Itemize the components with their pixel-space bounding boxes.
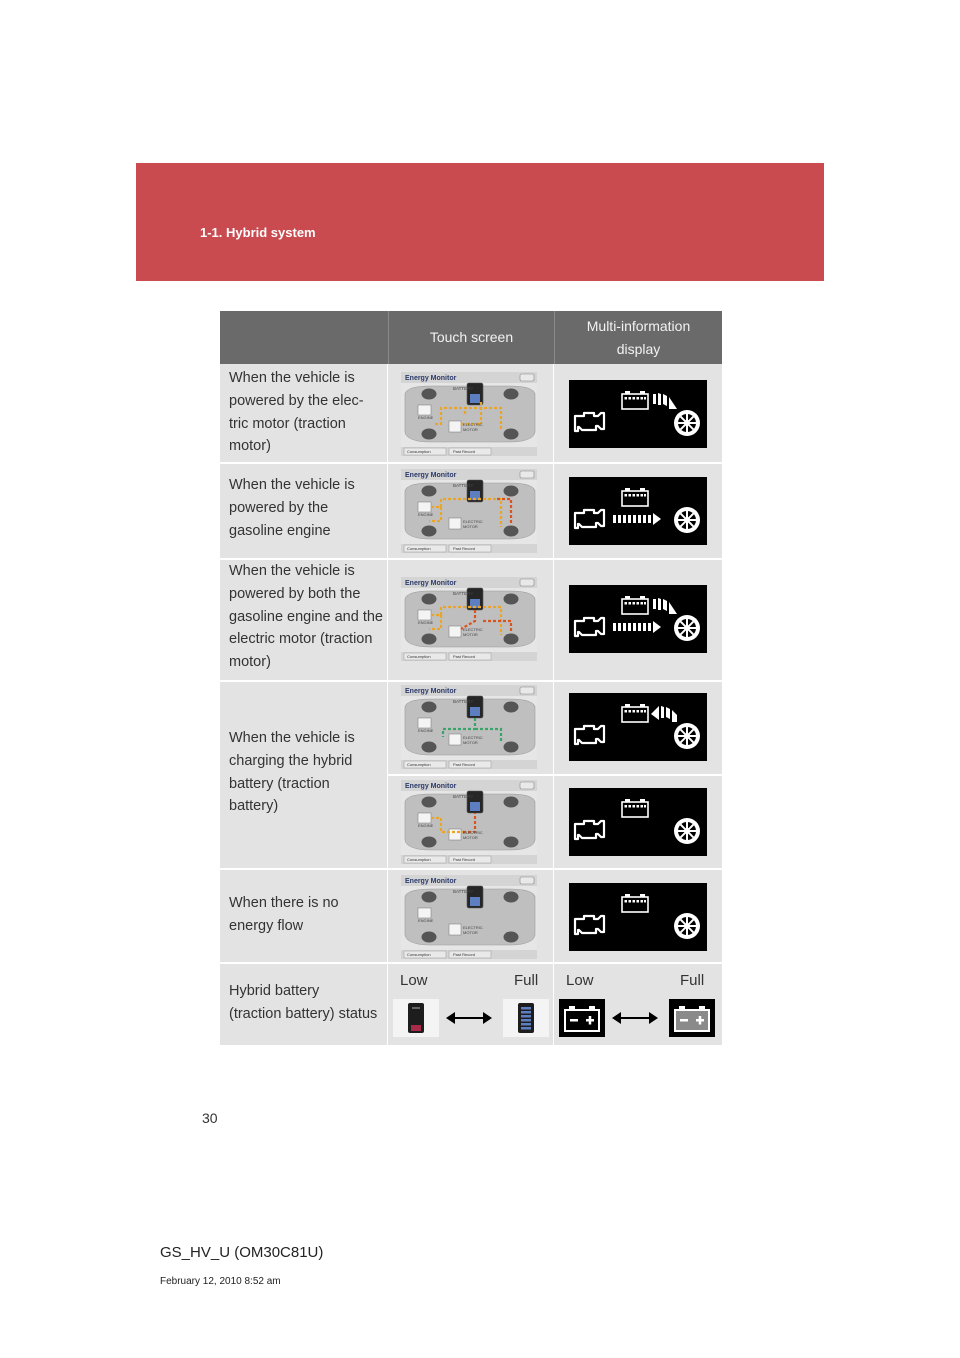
consumption-tab: Consumption — [407, 952, 431, 957]
row-divider — [220, 868, 722, 870]
motor-label: MOTOR — [463, 524, 478, 529]
past-record-tab: Past Record — [453, 654, 476, 659]
row-label-both: When the vehicle is powered by both the gasoline engine and the electric motor (traction motor) — [229, 563, 383, 671]
electric-label: ELECTRIC — [463, 925, 483, 930]
row-label-no-flow: When there is no energy flow — [229, 895, 339, 934]
column-divider — [387, 364, 388, 1045]
battery-label: BATTERY — [453, 483, 474, 488]
battery-label: BATTERY — [453, 591, 474, 596]
row-label-electric-motor: When the vehicle is powered by the elec- tric motor (traction motor) — [229, 370, 364, 455]
electric-label: ELECTRIC — [463, 422, 483, 427]
consumption-tab: Consumption — [407, 762, 431, 767]
row-label-gasoline-engine: When the vehicle is powered by the gasoline engine — [229, 477, 355, 539]
energy-monitor-screen — [401, 469, 537, 553]
energy-monitor-title: Energy Monitor — [405, 375, 457, 382]
battery-label: BATTERY — [453, 794, 474, 799]
past-record-tab: Past Record — [453, 952, 476, 957]
engine-label: ENGINE — [418, 918, 434, 923]
energy-monitor-screen — [401, 372, 537, 456]
double-arrow-icon — [612, 1011, 658, 1025]
multi-info-display — [569, 477, 707, 545]
motor-label: MOTOR — [463, 427, 478, 432]
motor-label: MOTOR — [463, 632, 478, 637]
document-date: February 12, 2010 8:52 am — [160, 1276, 281, 1287]
energy-monitor-title: Energy Monitor — [405, 580, 457, 587]
touch-battery-full-icon — [503, 999, 549, 1037]
engine-label: ENGINE — [418, 415, 434, 420]
full-label: Full — [514, 972, 539, 989]
engine-label: ENGINE — [418, 512, 434, 517]
multi-info-display — [569, 788, 707, 856]
past-record-tab: Past Record — [453, 857, 476, 862]
motor-label: MOTOR — [463, 930, 478, 935]
engine-label: ENGINE — [418, 620, 434, 625]
battery-label: BATTERY — [453, 386, 474, 391]
motor-label: MOTOR — [463, 835, 478, 840]
energy-monitor-screen — [401, 685, 537, 769]
electric-label: ELECTRIC — [463, 627, 483, 632]
wheel-icon — [674, 507, 700, 533]
header-multi-information — [554, 311, 722, 364]
energy-monitor-title: Energy Monitor — [405, 688, 457, 695]
header-multi-line1: Multi-information — [586, 317, 691, 334]
electric-label: ELECTRIC — [463, 519, 483, 524]
consumption-tab: Consumption — [407, 449, 431, 454]
energy-monitor-screen — [401, 875, 537, 959]
row-label-charging: When the vehicle is charging the hybrid battery (traction battery) — [229, 730, 355, 815]
energy-monitor-screen — [401, 780, 537, 864]
past-record-tab: Past Record — [453, 449, 476, 454]
past-record-tab: Past Record — [453, 546, 476, 551]
touch-battery-low-icon — [393, 999, 439, 1037]
past-record-tab: Past Record — [453, 762, 476, 767]
consumption-tab: Consumption — [407, 654, 431, 659]
header-touch-screen: Touch screen — [388, 311, 554, 364]
energy-monitor-title: Energy Monitor — [405, 783, 457, 790]
mid-battery-low-icon — [559, 999, 605, 1037]
mid-battery-full-icon — [669, 999, 715, 1037]
header-multi-line2: display — [616, 340, 661, 357]
energy-monitor-title: Energy Monitor — [405, 878, 457, 885]
wheel-icon — [674, 615, 700, 641]
battery-label: BATTERY — [453, 699, 474, 704]
wheel-icon — [674, 723, 700, 749]
document-id: GS_HV_U (OM30C81U) — [160, 1244, 324, 1261]
page-number: 30 — [202, 1110, 218, 1126]
double-arrow-icon — [446, 1011, 492, 1025]
row-divider — [220, 962, 722, 964]
consumption-tab: Consumption — [407, 546, 431, 551]
wheel-icon — [674, 410, 700, 436]
multi-info-display — [569, 380, 707, 448]
engine-label: ENGINE — [418, 728, 434, 733]
multi-info-display — [569, 693, 707, 761]
wheel-icon — [674, 913, 700, 939]
engine-label: ENGINE — [418, 823, 434, 828]
energy-monitor-screen — [401, 577, 537, 661]
multi-info-display — [569, 585, 707, 653]
wheel-icon — [674, 818, 700, 844]
table-header — [220, 311, 722, 364]
row-divider — [220, 680, 722, 682]
energy-monitor-title: Energy Monitor — [405, 472, 457, 479]
section-title: 1-1. Hybrid system — [200, 225, 316, 240]
multi-info-display — [569, 883, 707, 951]
electric-label: ELECTRIC — [463, 830, 483, 835]
electric-label: ELECTRIC — [463, 735, 483, 740]
consumption-tab: Consumption — [407, 857, 431, 862]
battery-label: BATTERY — [453, 889, 474, 894]
row-divider — [220, 462, 722, 464]
full-label: Full — [680, 972, 705, 989]
motor-label: MOTOR — [463, 740, 478, 745]
column-divider — [553, 364, 554, 1045]
energy-flow-table — [220, 311, 722, 1045]
row-divider — [388, 774, 722, 776]
row-label-battery-status: Hybrid battery (traction battery) status — [229, 983, 378, 1022]
section-banner — [136, 163, 824, 281]
low-label: Low — [400, 972, 428, 989]
low-label: Low — [566, 972, 594, 989]
